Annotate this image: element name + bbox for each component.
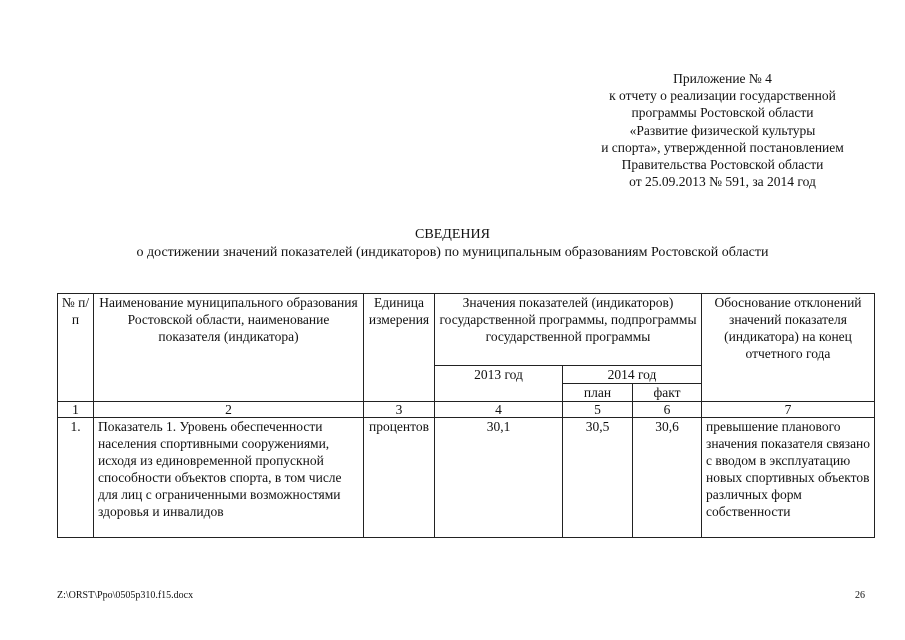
column-number: 3 xyxy=(364,402,435,418)
header-year-2014: 2014 год xyxy=(563,366,702,384)
appendix-line: к отчету о реализации государственной xyxy=(609,88,836,104)
appendix-line: «Развитие физической культуры xyxy=(629,122,816,138)
document-subtitle: о достижении значений показателей (индикаторов) по муниципальным образованиям Ростовской области xyxy=(136,245,769,260)
header-values: Значения показателей (индикаторов) государственной программы, подпрограммы государственной программы xyxy=(435,294,702,366)
header-year-2013: 2013 год xyxy=(435,366,563,402)
column-number: 2 xyxy=(94,402,364,418)
appendix-line: Правительства Ростовской области xyxy=(621,157,824,173)
footer-page-number: 26 xyxy=(855,590,865,601)
row-unit: процентов xyxy=(364,418,435,538)
header-num: № п/п xyxy=(58,294,94,402)
appendix-line: программы Ростовской области xyxy=(631,105,814,121)
column-number: 5 xyxy=(563,402,633,418)
header-fact: факт xyxy=(633,384,702,402)
appendix-line: и спорта», утвержденной постановлением xyxy=(601,139,844,155)
row-value-2013: 30,1 xyxy=(435,418,563,538)
header-justification: Обоснование отклонений значений показателя (индикатора) на конец отчетного года xyxy=(702,294,875,402)
row-justification: превышение планового значения показателя связано с вводом в эксплуатацию новых спортивных объектов различных форм собственности xyxy=(702,418,875,538)
footer-file-path: Z:\ORST\Ppo\0505p310.f15.docx xyxy=(57,590,194,601)
row-fact-2014: 30,6 xyxy=(633,418,702,538)
table-row xyxy=(58,418,875,538)
appendix-line: от 25.09.2013 № 591, за 2014 год xyxy=(629,174,816,190)
column-number: 4 xyxy=(435,402,563,418)
header-unit: Единица измерения xyxy=(364,294,435,402)
row-plan-2014: 30,5 xyxy=(563,418,633,538)
column-number: 7 xyxy=(702,402,875,418)
indicators-table xyxy=(57,293,875,538)
header-plan: план xyxy=(563,384,633,402)
row-indicator-name: Показатель 1. Уровень обеспеченности населения спортивными сооружениями, исходя из единовременной пропускной способности объектов спорта, в том числе для лиц с ограниченными возможностями здоровья и инвалидов xyxy=(94,418,364,538)
appendix-block xyxy=(570,70,875,190)
document-title: СВЕДЕНИЯ xyxy=(415,227,490,242)
column-number: 6 xyxy=(633,402,702,418)
row-num: 1. xyxy=(58,418,94,538)
appendix-line: Приложение № 4 xyxy=(673,71,772,86)
header-name: Наименование муниципального образования Ростовской области, наименование показателя (индикатора) xyxy=(94,294,364,402)
column-number: 1 xyxy=(58,402,94,418)
